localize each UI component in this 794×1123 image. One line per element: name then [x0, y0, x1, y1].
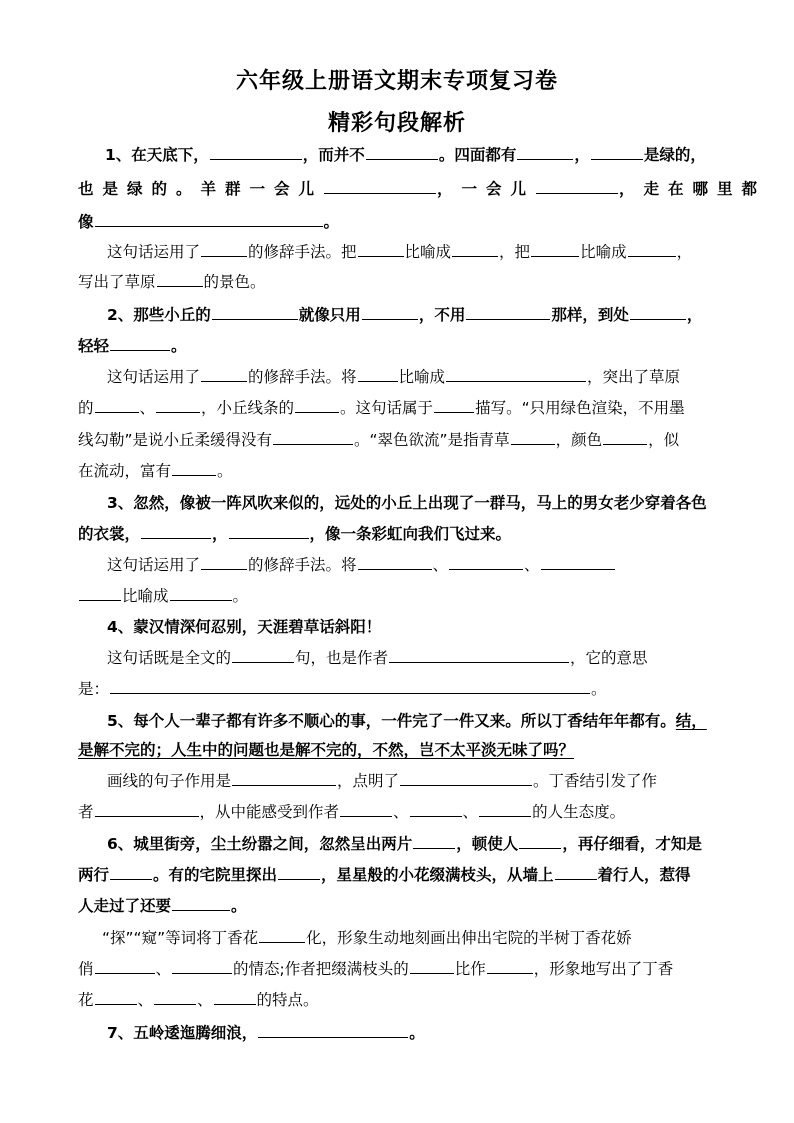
- answer-blank[interactable]: [210, 143, 302, 160]
- answer-blank[interactable]: [95, 988, 137, 1005]
- answer-blank[interactable]: [536, 177, 618, 194]
- answer-blank[interactable]: [400, 769, 532, 786]
- q4-analysis-2: 是： 。: [78, 677, 607, 701]
- q2-analysis-2: 的 、 ，小丘线条的 。这句话属于 描写。“只用绿色渲染，不用墨: [78, 396, 685, 420]
- answer-blank[interactable]: [201, 553, 247, 570]
- answer-blank[interactable]: [366, 143, 438, 160]
- answer-blank[interactable]: [232, 646, 294, 663]
- answer-blank[interactable]: [603, 428, 647, 445]
- answer-blank[interactable]: [340, 800, 392, 817]
- answer-blank[interactable]: [630, 303, 686, 320]
- answer-blank[interactable]: [110, 677, 590, 694]
- answer-blank[interactable]: [79, 584, 121, 601]
- q1-line-1: 1、在天底下， ，而并不 。四面都有 ， 是绿的，: [105, 143, 706, 167]
- answer-blank[interactable]: [170, 584, 232, 601]
- answer-blank[interactable]: [555, 863, 597, 880]
- answer-blank[interactable]: [358, 553, 432, 570]
- answer-blank[interactable]: [232, 769, 336, 786]
- answer-blank[interactable]: [258, 1021, 408, 1038]
- q2-analysis-4: 在流动，富有 。: [78, 459, 233, 483]
- answer-blank[interactable]: [172, 459, 216, 476]
- answer-blank[interactable]: [172, 894, 230, 911]
- answer-blank[interactable]: [110, 334, 170, 351]
- underlined-sentence: 结，: [675, 712, 707, 730]
- answer-blank[interactable]: [110, 863, 152, 880]
- answer-blank[interactable]: [519, 832, 561, 849]
- q5-analysis-1: 画线的句子作用是 ，点明了 。丁香结引发了作: [107, 769, 657, 793]
- q5-analysis-2: 者 ，从中能感受到作者 、 、 的人生态度。: [78, 800, 625, 824]
- answer-blank[interactable]: [413, 832, 455, 849]
- answer-blank[interactable]: [358, 365, 398, 382]
- q3-analysis-1: 这句话运用了 的修辞手法。将 、 、: [107, 553, 616, 577]
- answer-blank[interactable]: [154, 988, 196, 1005]
- q6-line-2: 两行 。有的宅院里探出 ，星星般的小花缀满枝头，从墙上 着行人，惹得: [78, 863, 691, 887]
- q6-line-1: 6、城里街旁，尘土纷嚣之间，忽然呈出两片 ，顿使人 ，再仔细看，才知是: [107, 832, 702, 856]
- answer-blank[interactable]: [628, 240, 676, 257]
- q4-analysis-1: 这句话既是全文的 句，也是作者 ，它的意思: [107, 646, 648, 670]
- answer-blank[interactable]: [324, 177, 436, 194]
- answer-blank[interactable]: [157, 270, 203, 287]
- answer-blank[interactable]: [466, 303, 550, 320]
- answer-blank[interactable]: [214, 988, 256, 1005]
- q2-line-2: 轻轻 。: [78, 334, 187, 358]
- answer-blank[interactable]: [141, 522, 211, 539]
- q2-analysis-1: 这句话运用了 的修辞手法。将 比喻成 ，突出了草原: [107, 365, 680, 389]
- answer-blank[interactable]: [362, 303, 418, 320]
- answer-blank[interactable]: [479, 800, 531, 817]
- answer-blank[interactable]: [487, 957, 533, 974]
- answer-blank[interactable]: [295, 396, 339, 413]
- q3-line-2: 的衣裳， ， ，像一条彩虹向我们飞过来。: [78, 522, 511, 546]
- answer-blank[interactable]: [517, 143, 573, 160]
- q1-analysis-1: 这句话运用了 的修辞手法。把 比喻成 ，把 比喻成 ，: [107, 240, 692, 264]
- answer-blank[interactable]: [259, 926, 305, 943]
- answer-blank[interactable]: [449, 553, 523, 570]
- q6-analysis-3: 花 、 、 的特点。: [78, 988, 319, 1012]
- answer-blank[interactable]: [95, 396, 139, 413]
- answer-blank[interactable]: [201, 365, 247, 382]
- answer-blank[interactable]: [95, 957, 155, 974]
- answer-blank[interactable]: [541, 553, 615, 570]
- answer-blank[interactable]: [273, 428, 353, 445]
- q2-line-1: 2、那些小丘的 就像只用 ，不用 那样，到处 ，: [107, 303, 702, 327]
- page-title: 六年级上册语文期末专项复习卷: [235, 68, 558, 94]
- q6-line-3: 人走过了还要 。: [78, 894, 247, 918]
- q3-line-1: 3、忽然，像被一阵风吹来似的，远处的小丘上出现了一群马，马上的男女老少穿着各色: [107, 494, 707, 512]
- answer-blank[interactable]: [410, 957, 454, 974]
- answer-blank[interactable]: [591, 143, 643, 160]
- page-subtitle: 精彩句段解析: [327, 110, 466, 136]
- q4-line-1: 4、蒙汉情深何忍别，天涯碧草话斜阳！: [107, 618, 382, 636]
- q1-analysis-2: 写出了草原 的景色。: [78, 270, 266, 294]
- q7-line-1: 7、五岭逶迤腾细浪， 。: [107, 1021, 425, 1045]
- answer-blank[interactable]: [434, 396, 474, 413]
- answer-blank[interactable]: [389, 646, 569, 663]
- q6-analysis-1: “探”“窥”等词将丁香花 化，形象生动地刻画出伸出宅院的半树丁香花娇: [102, 926, 632, 950]
- answer-blank[interactable]: [95, 800, 199, 817]
- answer-blank[interactable]: [95, 210, 323, 227]
- answer-blank[interactable]: [531, 240, 579, 257]
- answer-blank[interactable]: [358, 240, 404, 257]
- answer-blank[interactable]: [410, 800, 462, 817]
- answer-blank[interactable]: [229, 522, 309, 539]
- answer-blank[interactable]: [212, 303, 298, 320]
- q1-line-2: 也是绿的。羊群一会儿 ，一会儿 ，走在哪里都: [78, 177, 766, 201]
- answer-blank[interactable]: [278, 863, 320, 880]
- q1-line-3: 像 。: [78, 210, 339, 234]
- q5-line-1: 5、每个人一辈子都有许多不顺心的事，一件完了一件又来。所以丁香结年年都有。结，: [107, 712, 707, 730]
- answer-blank[interactable]: [201, 240, 247, 257]
- q5-line-2-underlined: 是解不完的；人生中的问题也是解不完的，不然，岂不太平淡无味了吗？: [78, 741, 575, 759]
- q6-analysis-2: 俏 、 的情态;作者把缀满枝头的 比作 ，形象地写出了丁香: [78, 957, 673, 981]
- answer-blank[interactable]: [172, 957, 232, 974]
- q3-analysis-2: 比喻成 。: [78, 584, 248, 608]
- q2-analysis-3: 线勾勒”是说小丘柔缓得没有 。“翠色欲流”是指青草 ，颜色 ，似: [78, 428, 679, 452]
- answer-blank[interactable]: [452, 240, 498, 257]
- answer-blank[interactable]: [446, 365, 586, 382]
- answer-blank[interactable]: [156, 396, 200, 413]
- answer-blank[interactable]: [511, 428, 555, 445]
